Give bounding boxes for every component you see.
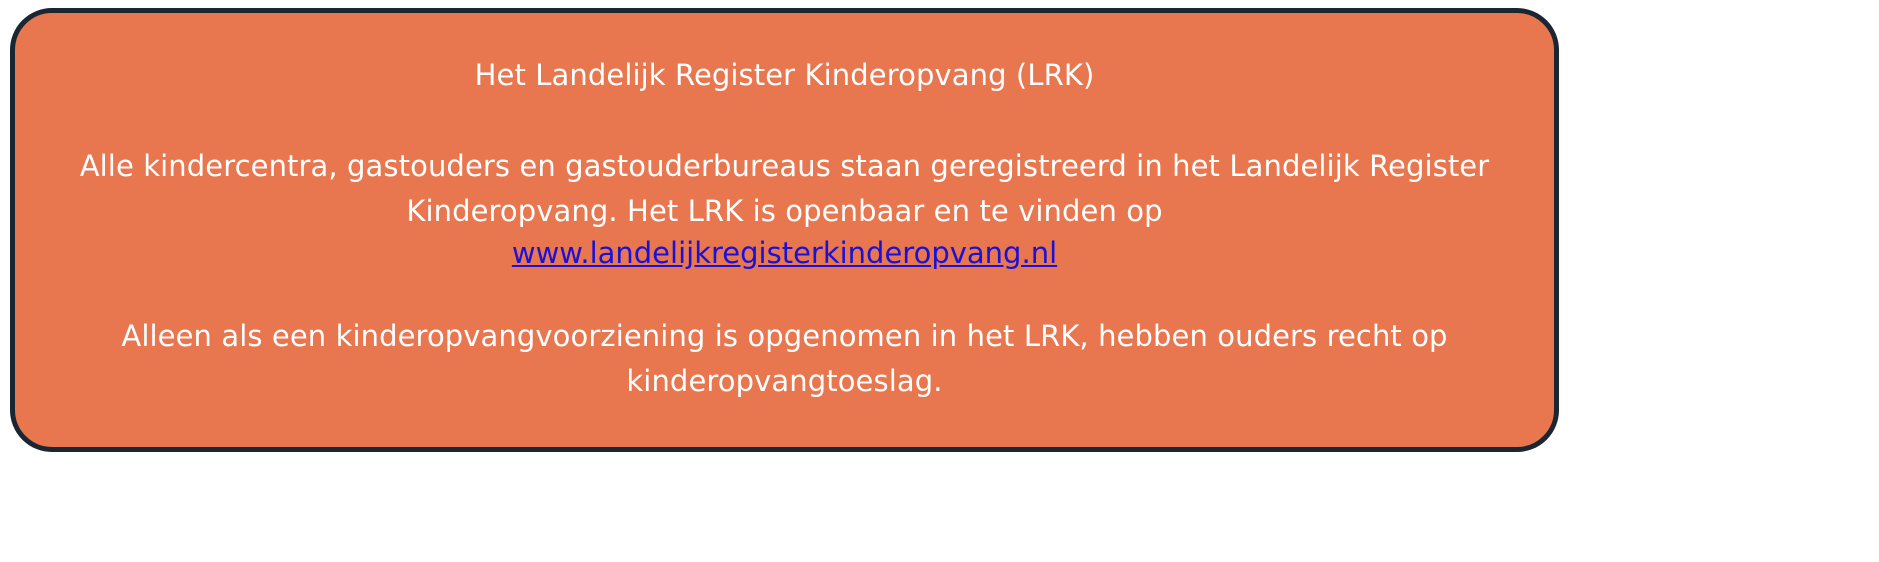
callout-paragraph-2: Alleen als een kinderopvangvoorziening is opgenomen in het LRK, hebben ouders recht op kinderopvangtoeslag. — [121, 318, 1448, 398]
callout-heading: Het Landelijk Register Kinderopvang (LRK) — [474, 58, 1095, 92]
callout-paragraph-1: Alle kindercentra, gastouders en gastouderbureaus staan geregistreerd in het Landelijk Register Kinderopvang. Het LRK is openbaar en te vinden op — [79, 148, 1490, 228]
callout-link-row — [39, 236, 1530, 270]
lrk-callout-box — [10, 8, 1559, 452]
lrk-website-link[interactable]: www.landelijkregisterkinderopvang.nl — [511, 235, 1058, 270]
